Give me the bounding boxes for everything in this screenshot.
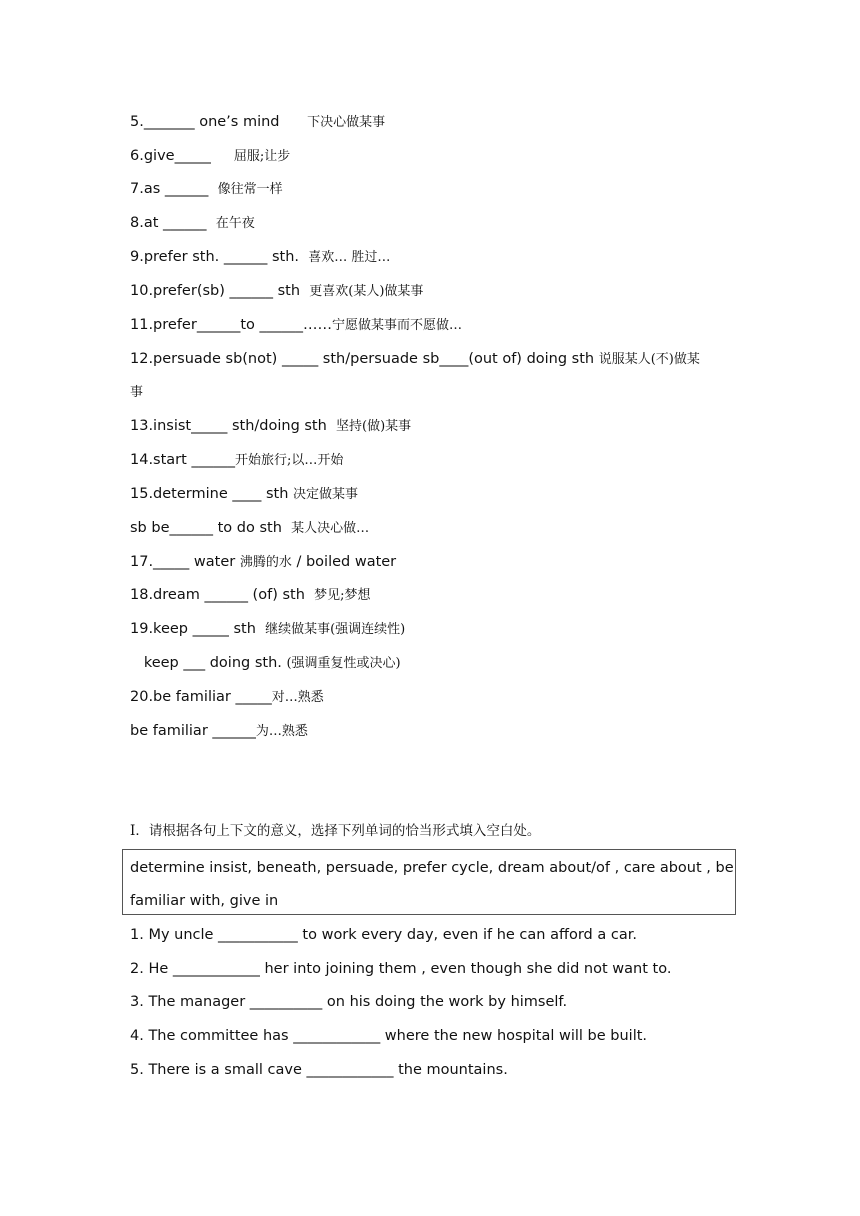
phrase-chinese: 决定做某事 [293,487,359,502]
phrase-line [130,112,385,133]
phrase-english: 5._______ one’s mind [130,114,280,130]
phrase-english: 15.determine ____ sth [130,486,289,502]
word-bank-line: determine insist, beneath, persuade, prefer cycle, dream about/of , care about , be [130,860,734,876]
phrase-line [130,146,290,167]
phrase-chinese: (强调重复性或决心) [286,656,401,671]
phrase-chinese: 像往常一样 [217,182,283,197]
phrase-english: 6.give_____ [130,148,211,164]
phrase-chinese: 屈服;让步 [233,149,291,164]
word-bank-line: familiar with, give in [130,893,279,909]
phrase-english: 12.persuade sb(not) _____ sth/persuade sb____(out of) doing sth [130,351,595,367]
phrase-chinese: 坚持(做)某事 [336,419,412,434]
phrase-english: 20.be familiar _____ [130,689,272,705]
question-line: 1. My uncle ___________ to work every day, even if he can afford a car. [130,927,637,943]
phrase-chinese: 梦见;梦想 [314,588,371,603]
word-bank-box [122,849,736,915]
phrase-chinese: 对…熟悉 [271,690,324,705]
phrase-english: 17._____ water [130,554,236,570]
phrase-line-continuation [130,382,143,403]
section-heading: I．请根据各句上下文的意义，选择下列单词的恰当形式填入空白处。 [130,823,541,839]
question-line: 4. The committee has ____________ where the new hospital will be built. [130,1028,648,1044]
phrase-chinese: 某人决心做… [291,521,370,536]
phrase-line [130,585,371,606]
phrase-line [130,247,390,268]
phrase-line [130,653,401,674]
phrase-chinese: 沸腾的水 [239,555,292,570]
phrase-chinese: 继续做某事(强调连续性) [265,622,406,637]
phrase-line [130,518,369,539]
phrase-english: 11.prefer______to ______…… [130,317,332,333]
phrase-english: 14.start ______ [130,452,235,468]
phrase-line [130,179,283,200]
phrase-line [130,213,255,234]
phrase-chinese: 说服某人(不)做某 [598,352,700,367]
phrase-english: 10.prefer(sb) ______ sth [130,283,301,299]
phrase-line [130,687,324,708]
phrase-english: keep ___ doing sth. [130,655,282,671]
phrase-line [130,281,423,302]
phrase-english: be familiar ______ [130,723,256,739]
phrase-english: 19.keep _____ sth [130,621,256,637]
phrase-english-tail: / boiled water [291,554,397,570]
phrase-line [130,315,462,336]
phrase-line [130,450,343,471]
phrase-english: sb be______ to do sth [130,520,282,536]
phrase-line [130,416,411,437]
question-line: 5. There is a small cave ____________ the mountains. [130,1062,508,1078]
question-line: 3. The manager __________ on his doing the work by himself. [130,994,568,1010]
phrase-line [130,552,396,573]
phrase-chinese: 喜欢… 胜过… [308,250,391,265]
phrase-line [130,619,405,640]
phrase-chinese: 宁愿做某事而不愿做… [331,318,462,333]
phrase-english: 18.dream ______ (of) sth [130,587,305,603]
phrase-chinese: 为…熟悉 [255,724,308,739]
question-line: 2. He ____________ her into joining them , even though she did not want to. [130,961,672,977]
phrase-english: 13.insist_____ sth/doing sth [130,418,327,434]
phrase-english: 9.prefer sth. ______ sth. [130,249,299,265]
phrase-line [130,484,358,505]
phrase-english: 8.at ______ [130,215,207,231]
phrase-english: 7.as ______ [130,181,209,197]
phrase-line [130,349,700,370]
phrase-chinese: 下决心做某事 [307,115,386,130]
phrase-chinese: 在午夜 [215,216,255,231]
phrase-line [130,721,308,742]
phrase-chinese: 更喜欢(某人)做某事 [309,284,424,299]
phrase-chinese: 开始旅行;以…开始 [234,453,344,468]
phrase-chinese: 事 [130,385,144,400]
